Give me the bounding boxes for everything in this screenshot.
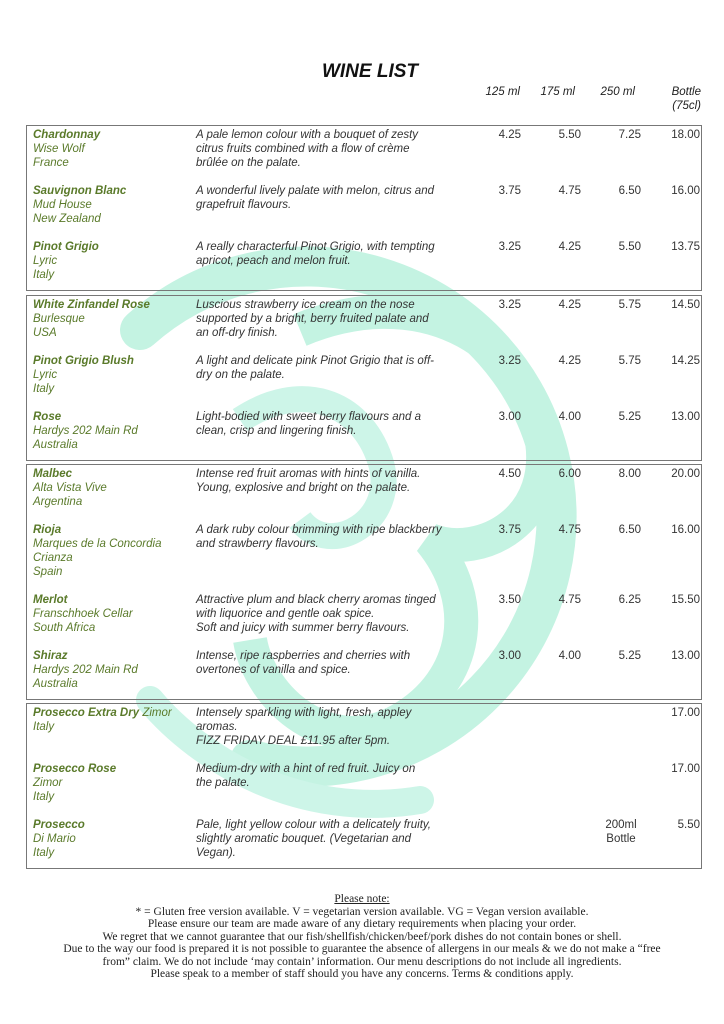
wine-description: [196, 240, 461, 282]
note-line: We regret that we cannot guarantee that our fish/shellfish/chicken/beef/pork dishes do not contain bones or shell.: [102, 930, 622, 943]
wine-producer: Lyric: [33, 255, 58, 267]
price-175ml: 5.50: [558, 129, 581, 141]
wine-name-block: [27, 762, 196, 804]
description-line: Intense, ripe raspberries and cherries with: [196, 650, 411, 662]
header-175ml: 175 ml: [540, 86, 575, 98]
wine-name: Rioja: [33, 524, 62, 536]
wine-description: [196, 298, 461, 340]
description-line: A wonderful lively palate with melon, citrus and: [196, 185, 434, 197]
notes-heading: Please note:: [334, 893, 390, 905]
price-250ml: 5.75: [618, 355, 641, 367]
price-bottle: 14.50: [671, 299, 700, 311]
wine-section: [26, 703, 702, 869]
wine-region: Australia: [33, 439, 78, 451]
price-175ml: 4.25: [558, 299, 581, 311]
wine-producer: Hardys 202 Main Rd: [33, 664, 138, 676]
wine-name-block: [27, 523, 196, 579]
description-line: overtones of vanilla and spice.: [196, 664, 351, 676]
wine-name: Prosecco Extra Dry: [33, 707, 140, 719]
wine-producer: Marques de la Concordia: [33, 538, 162, 550]
price-125ml: 3.75: [498, 185, 521, 197]
wine-region: Argentina: [33, 496, 83, 508]
price-bottle: 13.00: [671, 650, 700, 662]
price-250ml: 5.25: [618, 411, 641, 423]
description-line: Intense red fruit aromas with hints of vanilla.: [196, 468, 421, 480]
price-175ml: 4.25: [558, 241, 581, 253]
wine-producer: Alta Vista Vive: [33, 482, 107, 494]
description-line: Attractive plum and black cherry aromas tinged: [196, 594, 436, 606]
price-125ml: 3.25: [498, 355, 521, 367]
wine-name-block: [27, 354, 196, 396]
wine-region: South Africa: [33, 622, 96, 634]
price-bottle: 20.00: [671, 468, 700, 480]
wine-section: [26, 295, 702, 461]
price-250ml: 6.50: [618, 185, 641, 197]
wine-item: [27, 467, 701, 523]
wine-item: [27, 298, 701, 354]
price-250ml: 5.50: [618, 241, 641, 253]
description-line: apricot, peach and melon fruit.: [196, 255, 351, 267]
price-bottle: 17.00: [671, 707, 700, 719]
wine-producer: Di Mario: [33, 833, 76, 845]
wine-region: Italy: [33, 791, 55, 803]
wine-name-block: [27, 240, 196, 282]
wine-name-block: [27, 706, 196, 748]
price-125ml: 3.00: [498, 650, 521, 662]
price-175ml: 4.00: [558, 650, 581, 662]
wine-name: Chardonnay: [33, 129, 101, 141]
note-line: Due to the way our food is prepared it is not possible to guarantee the absence of allergens in our meals & we do not make a “free: [63, 943, 661, 955]
price-250ml: 5.75: [618, 299, 641, 311]
description-line: A dark ruby colour brimming with ripe blackberry: [196, 524, 442, 536]
wine-description: [196, 593, 461, 635]
price-bottle: 16.00: [671, 185, 700, 197]
description-line: and strawberry flavours.: [196, 538, 319, 550]
price-125ml: 4.50: [498, 468, 521, 480]
note-line: from” claim. We do not include ‘may contain’ information. Our menu descriptions do not include all ingredients.: [102, 955, 622, 968]
wine-name: Sauvignon Blanc: [33, 185, 127, 197]
wine-item: [27, 649, 701, 699]
wine-producer: Mud House: [33, 199, 92, 211]
wine-name: Pinot Grigio: [33, 241, 99, 253]
wine-region: Italy: [33, 847, 55, 859]
wine-item: [27, 184, 701, 240]
description-line: Luscious strawberry ice cream on the nose: [196, 299, 415, 311]
price-175ml: 4.75: [558, 594, 581, 606]
note-line: Please ensure our team are made aware of any dietary requirements when placing your order.: [147, 918, 577, 930]
wine-description: [196, 762, 461, 804]
wine-description: [196, 354, 461, 396]
description-line: supported by a bright, berry fruited palate and: [196, 313, 429, 325]
wine-name: Malbec: [33, 468, 72, 480]
price-bottle: 14.25: [671, 355, 700, 367]
wine-item: [27, 818, 701, 868]
wine-region: New Zealand: [33, 213, 101, 225]
wine-region: Australia: [33, 678, 78, 690]
wine-description: [196, 128, 461, 170]
price-125ml: 4.25: [498, 129, 521, 141]
description-line: Medium-dry with a hint of red fruit. Juicy on: [196, 763, 416, 775]
price-250ml: 5.25: [618, 650, 641, 662]
wine-producer: Hardys 202 Main Rd: [33, 425, 138, 437]
price-250ml: 6.50: [618, 524, 641, 536]
wine-producer: Wise Wolf: [33, 143, 85, 155]
price-bottle: 13.00: [671, 411, 700, 423]
wine-description: [196, 818, 461, 860]
price-125ml: 3.00: [498, 411, 521, 423]
wine-name-block: [27, 128, 196, 170]
wine-description: [196, 467, 461, 509]
price-bottle: 15.50: [671, 594, 700, 606]
description-line: A really characterful Pinot Grigio, with tempting: [196, 241, 435, 253]
price-125ml: 3.25: [498, 299, 521, 311]
wine-producer: Zimor: [33, 777, 63, 789]
wine-description: [196, 523, 461, 579]
wine-region: Italy: [33, 269, 55, 281]
price-bottle: 17.00: [671, 763, 700, 775]
wine-producer: Zimor: [139, 707, 172, 719]
wine-item: [27, 523, 701, 593]
header-250ml: 250 ml: [600, 86, 635, 98]
price-175ml: 4.25: [558, 355, 581, 367]
description-line: Light-bodied with sweet berry flavours and a: [196, 411, 422, 423]
wine-description: [196, 184, 461, 226]
description-line: A light and delicate pink Pinot Grigio that is off-: [196, 355, 435, 367]
description-line: FIZZ FRIDAY DEAL £11.95 after 5pm.: [196, 735, 391, 747]
price-125ml: 3.50: [498, 594, 521, 606]
wine-producer: Burlesque: [33, 313, 85, 325]
wine-producer: Lyric: [33, 369, 58, 381]
wine-section: [26, 125, 702, 291]
price-125ml: 3.75: [498, 524, 521, 536]
wine-description: [196, 706, 461, 748]
description-line: Intensely sparkling with light, fresh, appley: [196, 707, 412, 719]
price-bottle: 13.75: [671, 241, 700, 253]
wine-item: [27, 410, 701, 460]
wine-item: [27, 706, 701, 762]
wine-name: Rose: [33, 411, 62, 423]
price-175ml: 4.75: [558, 185, 581, 197]
wine-name: Prosecco Rose: [33, 763, 117, 775]
price-250ml: 200ml Bottle: [605, 819, 637, 845]
description-line: A pale lemon colour with a bouquet of zesty: [196, 129, 419, 141]
wine-name-block: [27, 410, 196, 452]
description-line: grapefruit flavours.: [196, 199, 292, 211]
price-bottle: 16.00: [671, 524, 700, 536]
wine-region: Spain: [33, 566, 63, 578]
wine-description: [196, 410, 461, 452]
price-175ml: 6.00: [558, 468, 581, 480]
price-bottle: 18.00: [671, 129, 700, 141]
wine-name-block: [27, 818, 196, 860]
description-line: aromas.: [196, 721, 238, 733]
description-line: an off-dry finish.: [196, 327, 278, 339]
description-line: Vegan).: [196, 847, 236, 859]
price-125ml: 3.25: [498, 241, 521, 253]
note-line: Please speak to a member of staff should you have any concerns. Terms & conditions apply.: [150, 968, 574, 980]
description-line: brûlée on the palate.: [196, 157, 301, 169]
description-line: slightly aromatic bouquet. (Vegetarian and: [196, 833, 412, 845]
wine-name: Shiraz: [33, 650, 68, 662]
wine-region: Italy: [33, 721, 55, 733]
wine-style: Crianza: [33, 552, 73, 564]
wine-item: [27, 354, 701, 410]
wine-name: Prosecco: [33, 819, 85, 831]
wine-name-block: [27, 184, 196, 226]
wine-item: [27, 128, 701, 184]
wine-name-block: [27, 298, 196, 340]
wine-item: [27, 240, 701, 290]
header-bottle: Bottle (75cl): [671, 86, 701, 112]
description-line: clean, crisp and lingering finish.: [196, 425, 357, 437]
price-250ml: 7.25: [618, 129, 641, 141]
description-line: the palate.: [196, 777, 250, 789]
wine-name-block: [27, 467, 196, 509]
wine-name-block: [27, 649, 196, 691]
description-line: dry on the palate.: [196, 369, 285, 381]
description-line: Soft and juicy with summer berry flavours.: [196, 622, 410, 634]
price-175ml: 4.00: [558, 411, 581, 423]
wine-region: USA: [33, 327, 57, 339]
wine-region: Italy: [33, 383, 55, 395]
price-bottle: 5.50: [677, 819, 700, 831]
note-line: * = Gluten free version available. V = vegetarian version available. VG = Vegan version available.: [135, 905, 589, 918]
price-250ml: 8.00: [618, 468, 641, 480]
description-line: Young, explosive and bright on the palate.: [196, 482, 411, 494]
wine-region: France: [33, 157, 69, 169]
allergen-notes: [0, 893, 724, 981]
wine-name: White Zinfandel Rose: [33, 299, 150, 311]
wine-producer: Franschhoek Cellar: [33, 608, 133, 620]
wine-name: Merlot: [33, 594, 68, 606]
wine-item: [27, 762, 701, 818]
price-250ml: 6.25: [618, 594, 641, 606]
description-line: citrus fruits combined with a flow of crème: [196, 143, 410, 155]
price-175ml: 4.75: [558, 524, 581, 536]
description-line: Pale, light yellow colour with a delicately fruity,: [196, 819, 432, 831]
wine-name: Pinot Grigio Blush: [33, 355, 134, 367]
wine-name-block: [27, 593, 196, 635]
wine-item: [27, 593, 701, 649]
description-line: with liquorice and gentle oak spice.: [196, 608, 375, 620]
header-125ml: 125 ml: [485, 86, 520, 98]
wine-description: [196, 649, 461, 691]
wine-section: [26, 464, 702, 700]
page-title: WINE LIST: [321, 61, 419, 82]
